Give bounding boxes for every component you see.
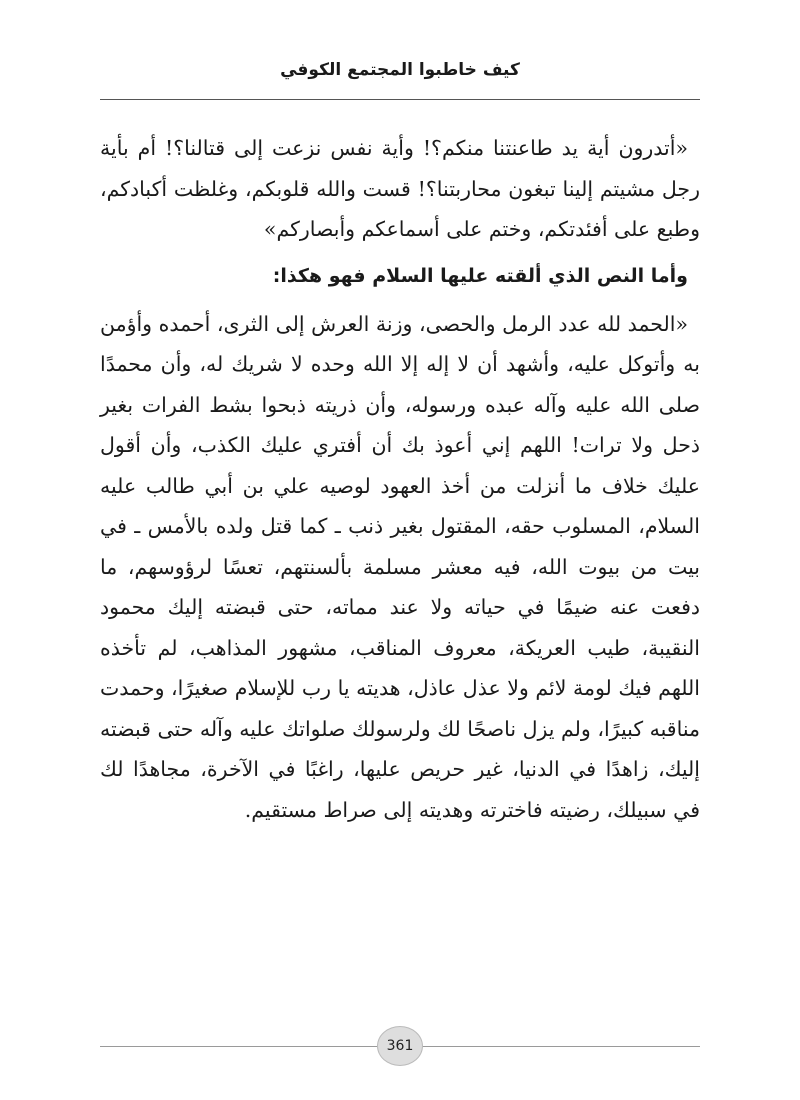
- quote-paragraph: «أتدرون أية يد طاعنتنا منكم؟! وأية نفس نزعت إلى قتالنا؟! أم بأية رجل مشيتم إلينا تبغون محاربتنا؟! قست والله قلوبكم، وغلظت أكبادكم، وطبع على أفئدتكم، وختم على أسماعكم وأبصاركم»: [100, 136, 700, 241]
- page-number: 361: [377, 1026, 423, 1066]
- page-footer: [100, 1024, 700, 1068]
- sermon-paragraph: «الحمد لله عدد الرمل والحصى، وزنة العرش إلى الثرى، أحمده وأؤمن به وأتوكل عليه، وأشهد أن لا إله إلا الله وحده لا شريك له، وأن محمدًا صلى الله عليه وآله عبده ورسوله، وأن ذريته ذبحوا بشط الفرات بغير ذحل ولا ترات! اللهم إني أعوذ بك أن أفتري عليك الكذب، وأن أقول عليك خلاف ما أنزلت من أخذ العهود لوصيه علي بن أبي طالب عليه السلام، المسلوب حقه، المقتول بغير ذنب ـ كما قتل ولده بالأمس ـ في بيت من بيوت الله، فيه معشر مسلمة بألسنتهم، تعسًا لرؤوسهم، ما دفعت عنه ضيمًا في حياته ولا عند مماته، حتى قبضته إليك محمود النقيبة، طيب العريكة، معروف المناقب، مشهور المذاهب، لم تأخذه اللهم فيك لومة لائم ولا عذل عاذل، هديته يا رب للإسلام صغيرًا، وحمدت مناقبه كبيرًا، ولم يزل ناصحًا لك ولرسولك صلواتك عليه وآله حتى قبضته إليك، زاهدًا في الدنيا، غير حريص عليها، راغبًا في الآخرة، مجاهدًا لك في سبيلك، رضيته فاخترته وهديته إلى صراط مستقيم.: [99, 311, 700, 822]
- header-divider: [100, 99, 700, 100]
- page-body: [100, 128, 700, 830]
- running-title: كيف خاطبوا المجتمع الكوفي: [280, 60, 520, 80]
- page-header: [100, 56, 700, 100]
- section-heading: وأما النص الذي ألقته عليها السلام فهو هكذا:: [272, 264, 688, 287]
